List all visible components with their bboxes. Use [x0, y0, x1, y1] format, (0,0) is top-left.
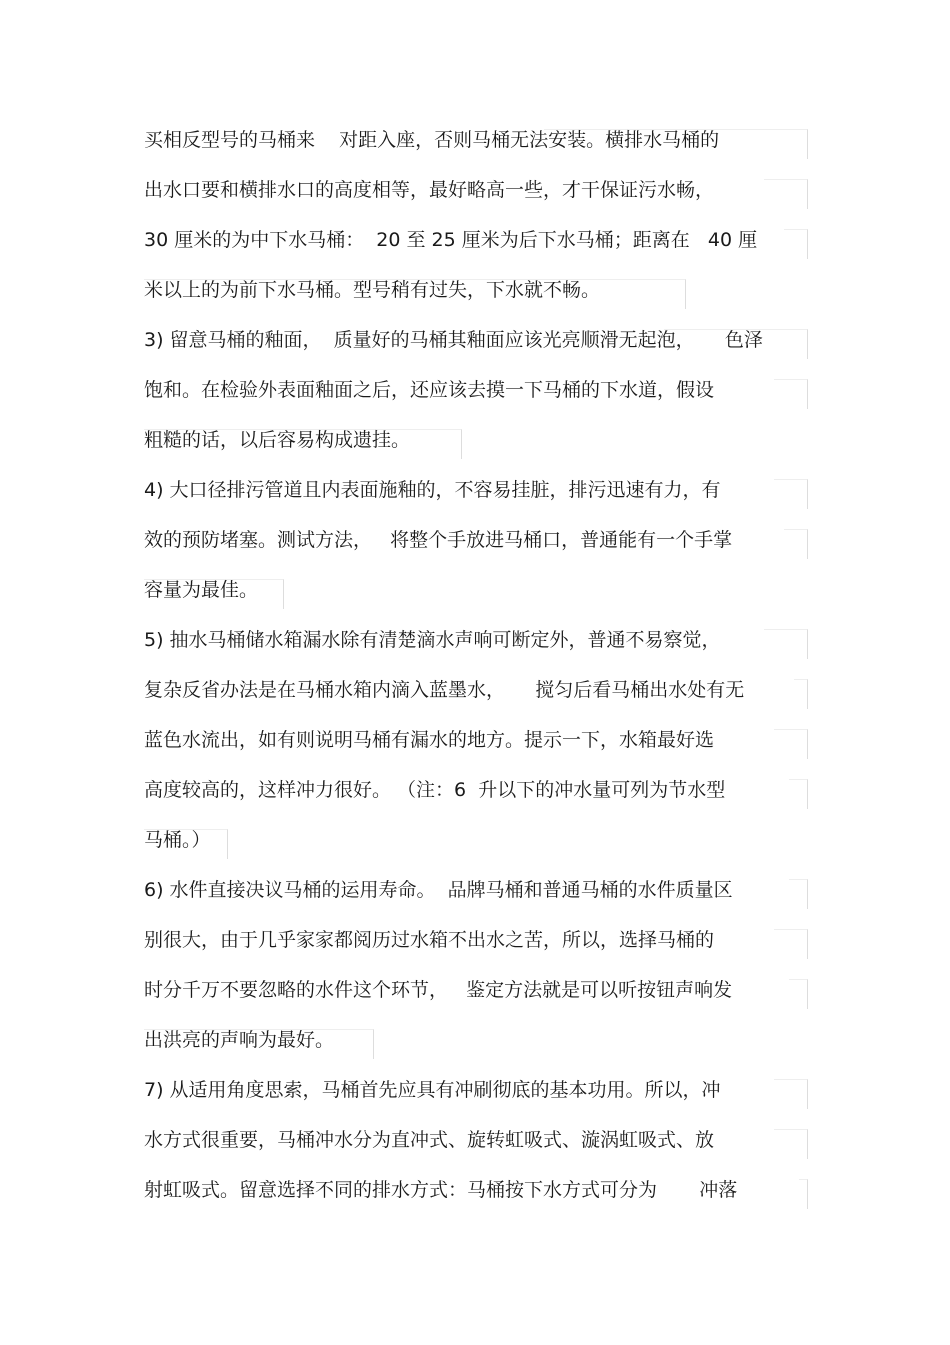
line-rule — [764, 629, 808, 659]
line-text: 别很大，由于几乎家家都阅历过水箱不出水之苦，所以，选择马桶的 — [144, 929, 715, 951]
line-text: 高度较高的，这样冲力很好。 （注：6 升以下的冲水量可列为节水型 — [144, 779, 726, 801]
text-line — [144, 315, 808, 365]
line-rule — [774, 479, 808, 509]
text-line — [144, 865, 808, 915]
text-line — [144, 1065, 808, 1115]
line-text: 复杂反省办法是在马桶水箱内滴入蓝墨水， 搅匀后看马桶出水处有无 — [144, 679, 745, 701]
text-line — [144, 465, 808, 515]
line-rule — [784, 529, 808, 559]
text-line — [144, 1165, 808, 1215]
text-line — [144, 815, 808, 865]
line-text: 出洪亮的声响为最好。 — [144, 1029, 335, 1051]
line-rule — [789, 879, 808, 909]
line-rule — [774, 1129, 808, 1159]
text-line — [144, 565, 808, 615]
line-rule — [789, 979, 808, 1009]
text-line — [144, 965, 808, 1015]
line-text: 蓝色水流出，如有则说明马桶有漏水的地方。提示一下，水箱最好选 — [144, 729, 715, 751]
line-text: 买相反型号的马桶来 对距入座，否则马桶无法安装。横排水马桶的 — [144, 129, 720, 151]
line-rule — [789, 779, 808, 809]
text-line — [144, 765, 808, 815]
text-line — [144, 515, 808, 565]
line-text: 时分千万不要忽略的水件这个环节， 鉴定方法就是可以听按钮声响发 — [144, 979, 733, 1001]
line-text: 30 厘米的为中下水马桶： 20 至 25 厘米为后下水马桶；距离在 40 厘 — [144, 229, 758, 251]
text-line — [144, 265, 808, 315]
line-text: 5) 抽水马桶储水箱漏水除有清楚滴水声响可断定外，普通不易察觉， — [144, 629, 721, 651]
line-text: 米以上的为前下水马桶。型号稍有过失，下水就不畅。 — [144, 279, 601, 301]
text-line — [144, 715, 808, 765]
text-line — [144, 915, 808, 965]
line-text: 粗糙的话，以后容易构成遗挂。 — [144, 429, 411, 451]
line-rule — [774, 929, 808, 959]
body-text — [144, 115, 808, 1215]
line-rule — [799, 1179, 808, 1209]
text-line — [144, 665, 808, 715]
text-line — [144, 215, 808, 265]
line-text: 7) 从适用角度思索，马桶首先应具有冲刷彻底的基本功用。所以，冲 — [144, 1079, 721, 1101]
text-line — [144, 1015, 808, 1065]
line-rule — [764, 179, 808, 209]
line-text: 水方式很重要，马桶冲水分为直冲式、旋转虹吸式、漩涡虹吸式、放 — [144, 1129, 715, 1151]
line-text: 马桶。） — [144, 829, 211, 851]
text-line — [144, 165, 808, 215]
line-rule — [794, 679, 808, 709]
line-text: 3) 留意马桶的釉面， 质量好的马桶其釉面应该光亮顺滑无起泡， 色泽 — [144, 329, 763, 351]
text-line — [144, 615, 808, 665]
text-line — [144, 115, 808, 165]
line-text: 效的预防堵塞。测试方法， 将整个手放进马桶口，普通能有一个手掌 — [144, 529, 733, 551]
line-rule — [774, 379, 808, 409]
line-text: 6) 水件直接决议马桶的运用寿命。 品牌马桶和普通马桶的水件质量区 — [144, 879, 733, 901]
line-text: 饱和。在检验外表面釉面之后，还应该去摸一下马桶的下水道，假设 — [144, 379, 715, 401]
line-rule — [774, 1079, 808, 1109]
line-text: 出水口要和横排水口的高度相等，最好略高一些，才干保证污水畅， — [144, 179, 715, 201]
line-text: 射虹吸式。留意选择不同的排水方式：马桶按下水方式可分为 冲落 — [144, 1179, 738, 1201]
line-rule — [784, 229, 808, 259]
line-text: 4) 大口径排污管道且内表面施釉的，不容易挂脏，排污迅速有力，有 — [144, 479, 721, 501]
text-line — [144, 415, 808, 465]
line-rule — [774, 729, 808, 759]
text-line — [144, 365, 808, 415]
line-text: 容量为最佳。 — [144, 579, 259, 601]
text-line — [144, 1115, 808, 1165]
